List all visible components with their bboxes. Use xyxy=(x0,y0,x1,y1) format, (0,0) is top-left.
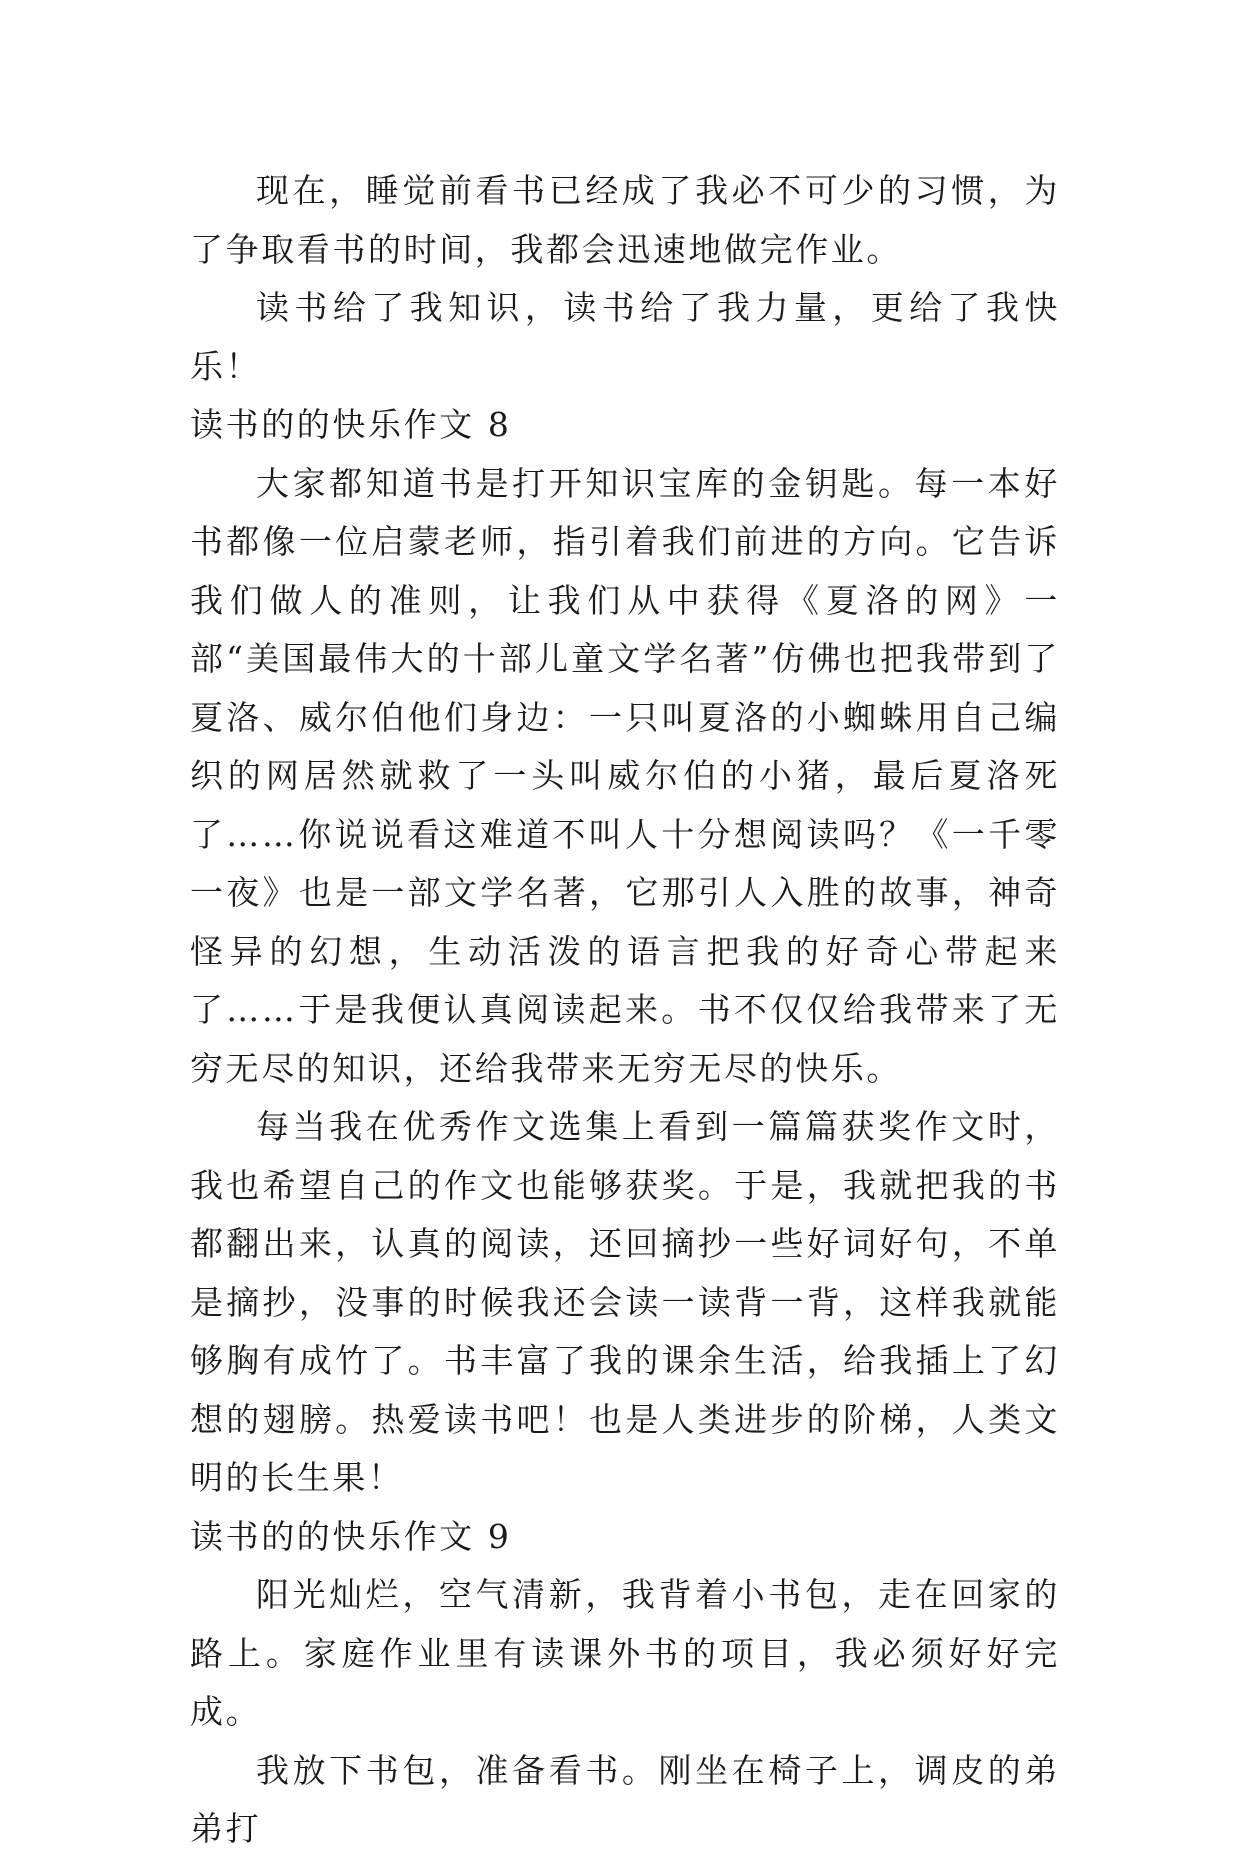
paragraph-put-down-bag: 我放下书包，准备看书。刚坐在椅子上，调皮的弟弟打 xyxy=(190,1750,1060,1848)
paragraph-habit: 现在，睡觉前看书已经成了我必不可少的习惯，为了争取看书的时间，我都会迅速地做完作业。 xyxy=(190,171,1060,269)
paragraph-sunshine: 阳光灿烂，空气清新，我背着小书包，走在回家的路上。家庭作业里有读课外书的项目，我必须好好完成。 xyxy=(190,1575,1060,1731)
paragraph-award: 每当我在优秀作文选集上看到一篇篇获奖作文时，我也希望自己的作文也能够获奖。于是，我就把我的书都翻出来，认真的阅读，还回摘抄一些好词好句，不单是摘抄，没事的时候我还会读一读背一背，这样我就能够胸有成竹了。书丰富了我的课余生活，给我插上了幻想的翅膀。热爱读书吧！也是人类进步的阶梯，人类文明的长生果！ xyxy=(190,1107,1060,1497)
essay-heading-8: 读书的的快乐作文 8 xyxy=(190,405,512,444)
paragraph-golden-key: 大家都知道书是打开知识宝库的金钥匙。每一本好书都像一位启蒙老师，指引着我们前进的方向。它告诉我们做人的准则，让我们从中获得《夏洛的网》一部“美国最伟大的十部儿童文学名著”仿佛也把我带到了夏洛、威尔伯他们身边：一只叫夏洛的小蜘蛛用自己编织的网居然就救了一头叫威尔伯的小猪，最后夏洛死了……你说说看这难道不叫人十分想阅读吗？《一千零一夜》也是一部文学名著，它那引人入胜的故事，神奇怪异的幻想，生动活泼的语言把我的好奇心带起来了……于是我便认真阅读起来。书不仅仅给我带来了无穷无尽的知识，还给我带来无穷无尽的快乐。 xyxy=(190,463,1060,1088)
essay-heading-9: 读书的的快乐作文 9 xyxy=(190,1516,512,1556)
document-body xyxy=(190,162,1060,1859)
paragraph-conclusion: 读书给了我知识，读书给了我力量，更给了我快乐！ xyxy=(190,288,1060,386)
